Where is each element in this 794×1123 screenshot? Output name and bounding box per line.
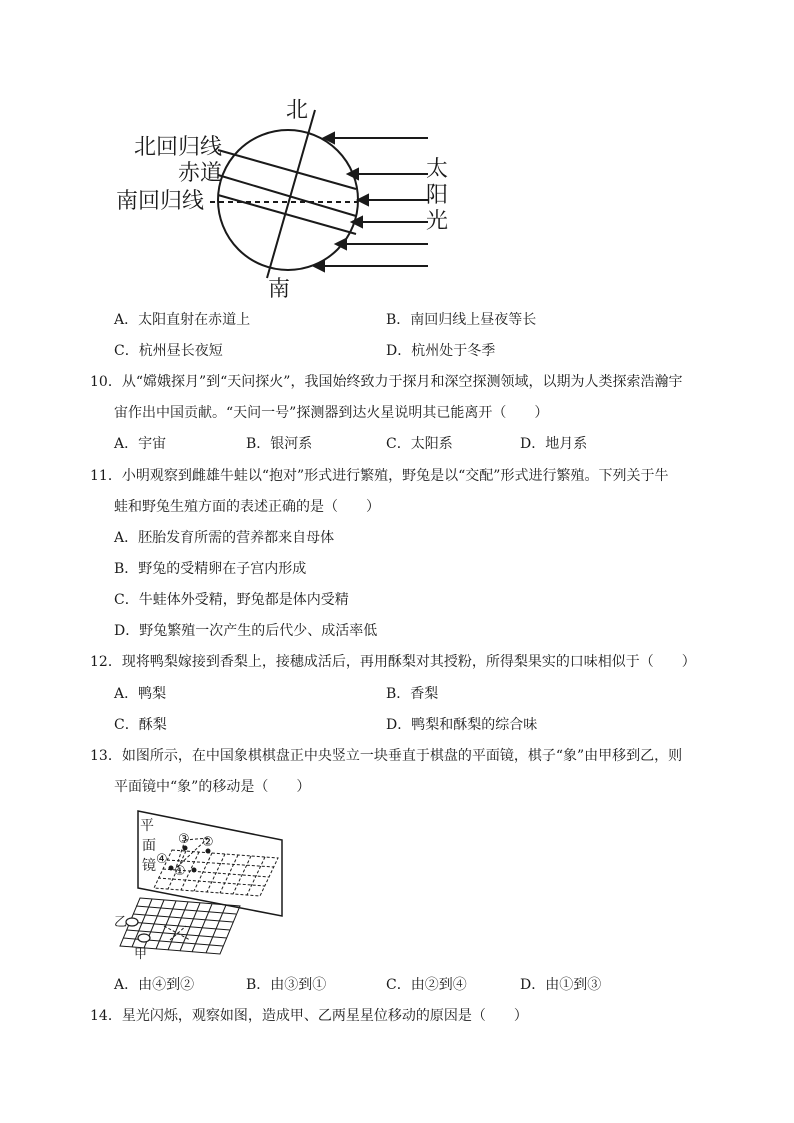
q12-option-c: C．酥梨 <box>114 717 167 733</box>
tropic-capricorn-label: 南回归线 <box>116 189 205 214</box>
q10-text-line2: 宙作出中国贡献。“天问一号”探测器到达火星说明其已能离开（ ） <box>114 405 549 421</box>
q12-option-a: A．鸭梨 <box>114 686 167 702</box>
chess-piece-yi <box>126 918 138 926</box>
marker-3: ③ <box>178 832 190 847</box>
q13-option-a: A．由④到② <box>114 977 195 993</box>
q13-option-d: D．由①到③ <box>520 977 602 993</box>
mirror-label-3: 镜 <box>142 858 156 874</box>
q14-text-line1: 14．星光闪烁，观察如图，造成甲、乙两星星位移动的原因是（ ） <box>90 1008 528 1024</box>
q11-text-line1: 11．小明观察到雌雄牛蛙以“抱对”形式进行繁殖，野兔是以“交配”形式进行繁殖。下列关于牛 <box>90 468 669 484</box>
q10-option-c: C．太阳系 <box>386 436 453 452</box>
q11-option-d: D．野兔繁殖一次产生的后代少、成活率低 <box>114 623 378 639</box>
q9-option-a: A．太阳直射在赤道上 <box>114 312 251 328</box>
north-label: 北 <box>286 98 309 123</box>
chessboard <box>120 898 240 954</box>
q12-option-d: D．鸭梨和酥梨的综合味 <box>386 717 538 733</box>
q11-option-c: C．牛蛙体外受精，野兔都是体内受精 <box>114 592 349 608</box>
sun-label-3: 光 <box>426 209 449 234</box>
tropic-capricorn-line <box>218 195 356 234</box>
tropic-cancer-line <box>218 150 356 189</box>
sun-label-1: 太 <box>426 157 449 182</box>
mirror-label-1: 平 <box>140 818 154 834</box>
earth-axis <box>267 110 315 278</box>
chess-piece-jia <box>138 934 150 942</box>
south-label: 南 <box>268 277 291 302</box>
q9-option-c: C．杭州昼长夜短 <box>114 343 223 359</box>
q11-option-a: A．胚胎发育所需的营养都来自母体 <box>114 530 335 546</box>
palace-diagonal-2 <box>170 926 186 940</box>
q12-text-line1: 12．现将鸭梨嫁接到香梨上，接穗成活后，再用酥梨对其授粉，所得梨果实的口味相似于（ ） <box>90 654 696 670</box>
point-1-dot <box>192 868 197 873</box>
q13-text-line1: 13．如图所示，在中国象棋棋盘正中央竖立一块垂直于棋盘的平面镜，棋子“象”由甲移到乙，则 <box>90 748 683 764</box>
q9-option-d: D．杭州处于冬季 <box>386 343 496 359</box>
marker-1: ① <box>174 864 186 879</box>
q11-option-b: B．野兔的受精卵在子宫内形成 <box>114 561 307 577</box>
q12-option-b: B．香梨 <box>386 686 439 702</box>
marker-2: ② <box>202 835 214 850</box>
chessboard-mirror-diagram <box>110 808 295 963</box>
yi-label: 乙 <box>114 915 128 930</box>
q10-option-d: D．地月系 <box>520 436 588 452</box>
q10-option-a: A．宇宙 <box>114 436 167 452</box>
q10-text-line1: 10．从“嫦娥探月”到“天问探火”，我国始终致力于探月和深空探测领域，以期为人类探索浩瀚宇 <box>90 374 683 390</box>
q9-option-b: B．南回归线上昼夜等长 <box>386 312 537 328</box>
equator-label: 赤道 <box>178 161 223 186</box>
q11-text-line2: 蛙和野兔生殖方面的表述正确的是（ ） <box>114 499 380 515</box>
point-4-dot <box>169 866 174 871</box>
q10-option-b: B．银河系 <box>246 436 313 452</box>
q13-option-c: C．由②到④ <box>386 977 467 993</box>
sun-label-2: 阳 <box>426 183 449 208</box>
q13-option-b: B．由③到① <box>246 977 327 993</box>
tropic-cancer-label: 北回归线 <box>134 135 223 160</box>
q13-text-line2: 平面镜中“象”的移动是（ ） <box>114 779 311 795</box>
jia-label: 甲 <box>134 947 148 962</box>
earth-sunlight-diagram <box>110 92 450 302</box>
mirror-label-2: 面 <box>142 838 156 854</box>
marker-4: ④ <box>156 852 168 867</box>
